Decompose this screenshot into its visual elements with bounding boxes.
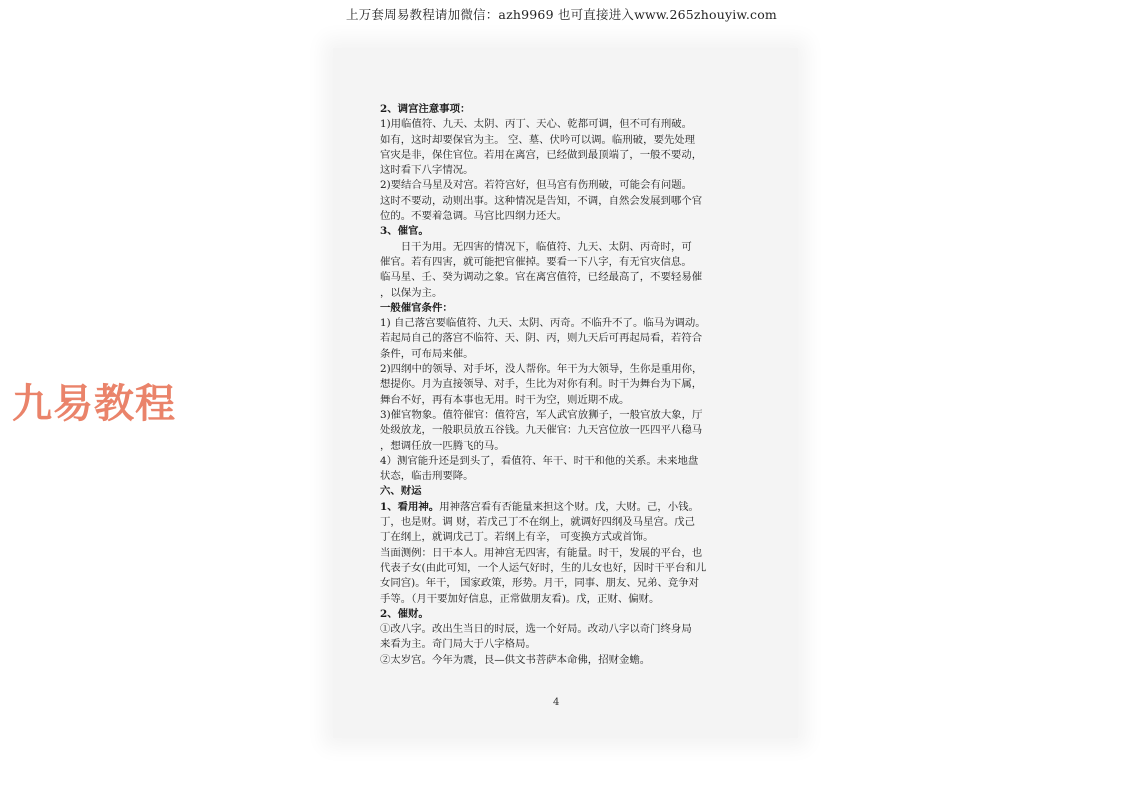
text-line (380, 500, 760, 515)
text-line: 代表子女(由此可知，一个人运气好时，生的儿女也好，因时干平台和儿 (380, 561, 707, 574)
text-line: 丁，也是财。调 财，若戊己丁不在纲上，就调好四纲及马星宫。戊己 (380, 516, 696, 529)
section-heading: 六、财运 (380, 485, 422, 498)
text-line: 这时看下八字情况。 (380, 164, 474, 177)
text-line: ①改八字。改出生当日的时辰，选一个好局。改动八字以奇门终身局 (380, 623, 692, 636)
text-line: 若起局自己的落宫不临符、天、阴、丙，则九天后可再起局看，若符合 (380, 332, 703, 345)
watermark-logo: 九易教程 (12, 381, 176, 427)
text-line: 催官。若有四害，就可能把官催掉。要看一下八字，有无官灾信息。 (380, 255, 692, 268)
text-line: 舞台不好，再有本事也无用。时干为空，则近期不成。 (380, 393, 630, 406)
text-line: 女同宫)。年干， 国家政策，形势。月干，同事、朋友、兄弟、竞争对 (380, 577, 700, 590)
text-line: 1) 自己落宫要临值符、九天、太阴、丙奇。不临升不了。临马为调动。 (380, 317, 706, 330)
text-line: 日干为用。无四害的情况下，临值符、九天、太阴、丙奇时，可 (400, 240, 692, 253)
text-line: 条件，可布局来催。 (380, 347, 474, 360)
text-line: 官灾是非，保住官位。若用在离宫，已经做到最顶端了，一般不要动， (380, 148, 703, 161)
text-line: 想提你。月为直接领导、对手，生比为对你有利。时干为舞台为下属， (380, 378, 703, 391)
section-heading: 2、催财。 (380, 607, 429, 620)
text-line: ②太岁宫。今年为震，艮—供文书菩萨本命佛，招财金蟾。 (380, 653, 651, 666)
text-line: 如有，这时却要保官为主。 空、墓、伏吟可以调。临刑破，要先处理 (380, 133, 696, 146)
text-line: 状态，临击刑要降。 (380, 470, 474, 483)
page-number: 4 (553, 697, 560, 708)
text-line: 来看为主。奇门局大于八字格局。 (380, 638, 536, 651)
text-line: ，以保为主。 (380, 286, 443, 299)
text-line: 2)要结合马星及对宫。若符宫好，但马宫有伤刑破，可能会有问题。 (380, 179, 692, 192)
text-line: 2)四纲中的领导、对手坏，没人帮你。年干为大领导，生你是重用你， (380, 363, 703, 376)
inline-heading: 1、看用神。 (380, 500, 440, 513)
section-heading: 3、催官。 (380, 225, 429, 238)
section-heading: 一般催官条件： (380, 301, 453, 314)
text-line: ，想调任放一匹腾飞的马。 (380, 439, 505, 452)
text-line: 3)催官物象。值符催官：值符宫，军人武官放狮子，一般官放大象，厅 (380, 408, 703, 421)
section-heading: 2、调宫注意事项： (380, 103, 471, 115)
text-line: 这时不要动，动则出事。这种情况是告知，不调，自然会发展到哪个官 (380, 194, 703, 207)
header-banner: 上万套周易教程请加微信：azh9969 也可直接进入www.265zhouyiw.com (346, 7, 777, 22)
text-line: 当面测例：日干本人。用神宫无四害，有能量。时干，发展的平台，也 (380, 546, 703, 559)
text-line: 1)用临值符、九天、太阴、丙丁、天心、乾都可调，但不可有刑破。 (380, 118, 692, 131)
text-line: 丁在纲上，就调戊己丁。若纲上有辛， 可变换方式或首饰。 (380, 531, 654, 544)
inline-text: 用神落宫看有否能量来担这个财。戊，大财。己，小钱。 (439, 500, 699, 513)
text-line: 位的。不要着急调。马宫比四纲力还大。 (380, 210, 568, 223)
text-line: 手等。（月干要加好信息，正常做朋友看)。戊，正财、偏财。 (380, 592, 660, 605)
text-line: 处级放龙，一般职员放五谷钱。九天催官：九天宫位放一匹四平八稳马 (380, 424, 703, 437)
text-line: 临马星、壬、癸为调动之象。官在离宫值符，已经最高了，不要轻易催 (380, 271, 703, 284)
document-body (380, 102, 760, 668)
text-line: 4）测官能升还是到头了，看值符、年干、时干和他的关系。未来地盘 (380, 454, 699, 467)
